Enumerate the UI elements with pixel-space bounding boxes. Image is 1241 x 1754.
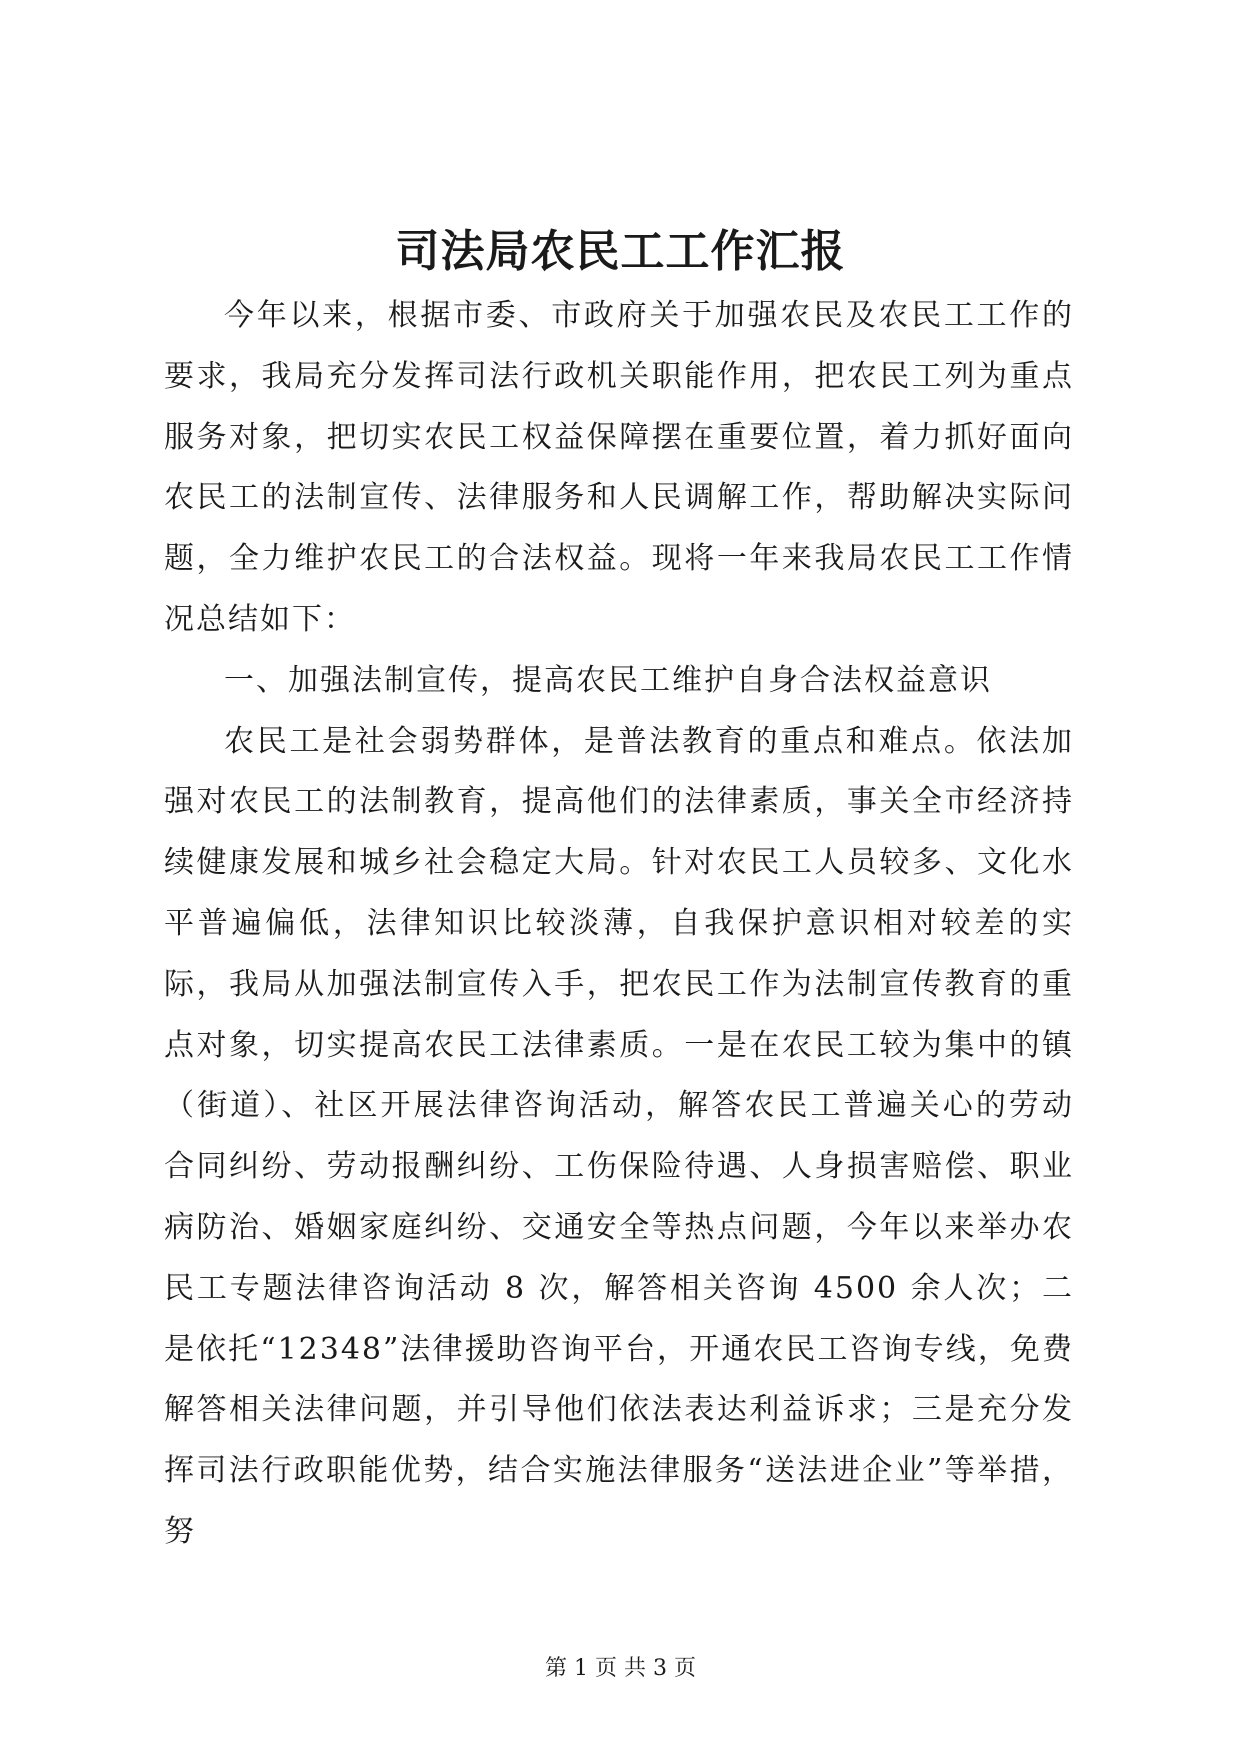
paragraph-intro: 今年以来，根据市委、市政府关于加强农民及农民工工作的要求，我局充分发挥司法行政机关职能作用，把农民工列为重点服务对象，把切实农民工权益保障摆在重要位置，着力抓好面向农民工的法制宣传、法律服务和人民调解工作，帮助解决实际问题，全力维护农民工的合法权益。现将一年来我局农民工工作情况总结如下：: [164, 298, 1074, 637]
document-title: 司法局农民工工作汇报: [395, 226, 846, 277]
page-number-footer: 第 1 页 共 3 页: [545, 1656, 696, 1681]
document-body: [164, 286, 1074, 1563]
paragraph-section-1: 农民工是社会弱势群体，是普法教育的重点和难点。依法加强对农民工的法制教育，提高他们的法律素质，事关全市经济持续健康发展和城乡社会稳定大局。针对农民工人员较多、文化水平普遍偏低，法律知识比较淡薄，自我保护意识相对较差的实际，我局从加强法制宣传入手，把农民工作为法制宣传教育的重点对象，切实提高农民工法律素质。一是在农民工较为集中的镇（街道）、社区开展法律咨询活动，解答农民工普遍关心的劳动合同纠纷、劳动报酬纠纷、工伤保险待遇、人身损害赔偿、职业病防治、婚姻家庭纠纷、交通安全等热点问题，今年以来举办农民工专题法律咨询活动 8 次，解答相关咨询 4500 余人次；二是依托“12348”法律援助咨询平台，开通农民工咨询专线，免费解答相关法律问题，并引导他们依法表达利益诉求；三是充分发挥司法行政职能优势，结合实施法律服务“送法进企业”等举措，努: [164, 723, 1074, 1549]
section-heading-1: 一、加强法制宣传，提高农民工维护自身合法权益意识: [224, 662, 992, 698]
